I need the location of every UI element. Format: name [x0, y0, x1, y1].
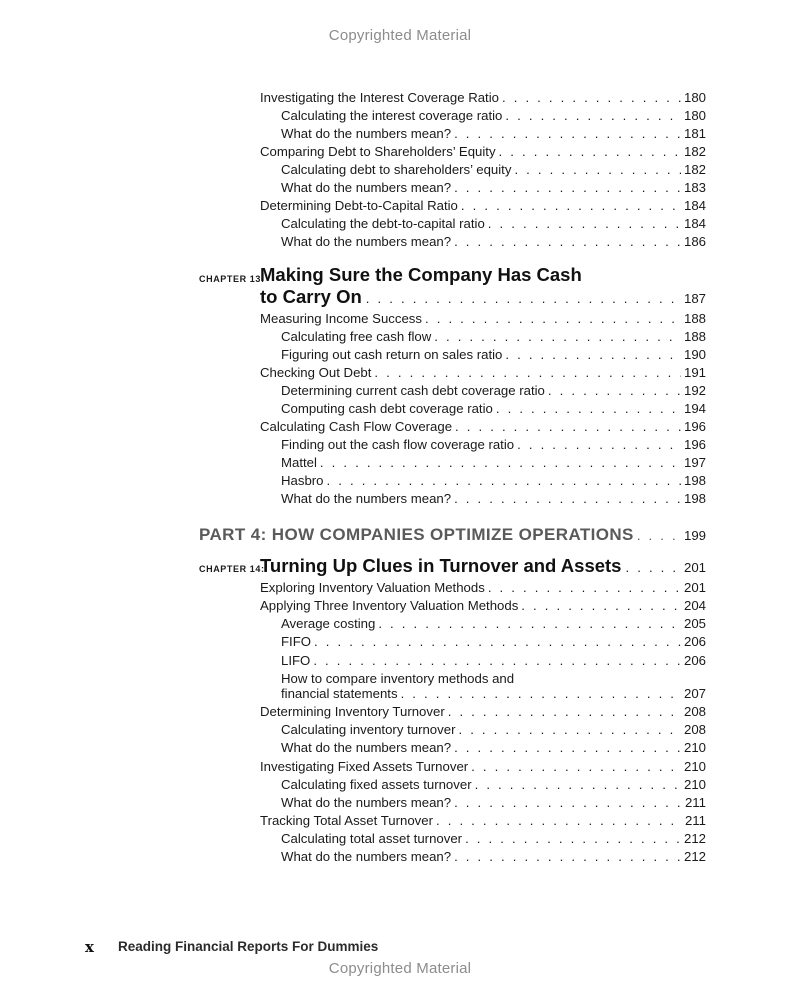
toc-entry-title: Investigating Fixed Assets Turnover [260, 759, 469, 774]
chapter-title-line[interactable] [260, 286, 706, 308]
toc-entry-title: Comparing Debt to Shareholders’ Equity [260, 144, 496, 159]
toc-page-number: 212 [683, 849, 706, 864]
toc-entry-title: Checking Out Debt [260, 365, 372, 380]
leader-dots [454, 234, 681, 249]
toc-entry[interactable] [281, 491, 706, 509]
toc-entry-title: Measuring Income Success [260, 311, 422, 326]
toc-page-number: 212 [683, 831, 706, 846]
toc-entry-title: What do the numbers mean? [281, 126, 452, 141]
toc-entry[interactable] [281, 849, 706, 867]
toc-entry-title: What do the numbers mean? [281, 849, 452, 864]
toc-entry-title: What do the numbers mean? [281, 180, 452, 195]
leader-dots [425, 311, 681, 326]
leader-dots [320, 455, 681, 470]
toc-entry[interactable] [281, 686, 706, 704]
toc-entry-title: Figuring out cash return on sales ratio [281, 347, 503, 362]
toc-entry-title: FIFO [281, 634, 312, 649]
toc-entry[interactable] [281, 473, 706, 491]
toc-page-number: 211 [684, 813, 706, 828]
toc-page-number: 196 [683, 419, 706, 434]
toc-page-number: 182 [683, 162, 706, 177]
toc-entry[interactable] [260, 419, 706, 437]
toc-entry[interactable] [281, 329, 706, 347]
leader-dots [455, 419, 681, 434]
toc-entry-title: Computing cash debt coverage ratio [281, 401, 493, 416]
toc-page-number: 188 [683, 311, 706, 326]
leader-dots [313, 653, 681, 668]
toc-entry[interactable] [281, 795, 706, 813]
toc-page-number: 184 [683, 216, 706, 231]
toc-entry[interactable] [260, 144, 706, 162]
toc-entry-title: Calculating total asset turnover [281, 831, 463, 846]
toc-page-number: 186 [683, 234, 706, 249]
chapter-title-line[interactable] [260, 555, 706, 577]
toc-entry[interactable] [281, 437, 706, 455]
toc-entry[interactable] [281, 653, 706, 671]
toc-page-number: 207 [683, 686, 706, 701]
leader-dots [637, 528, 681, 543]
leader-dots [448, 704, 681, 719]
running-footer-title: Reading Financial Reports For Dummies [118, 939, 379, 954]
toc-page-number: 210 [683, 759, 706, 774]
part-title: PART 4: HOW COMPANIES OPTIMIZE OPERATIONS [199, 525, 634, 544]
leader-dots [499, 144, 681, 159]
leader-dots [548, 383, 681, 398]
leader-dots [327, 473, 681, 488]
toc-entry[interactable] [260, 704, 706, 722]
leader-dots [374, 365, 681, 380]
toc-entry-title: Hasbro [281, 473, 324, 488]
leader-dots [505, 347, 681, 362]
toc-page-number: 183 [683, 180, 706, 195]
copyright-watermark-bottom: Copyrighted Material [328, 960, 472, 977]
toc-page-number: 199 [683, 528, 706, 543]
leader-dots [465, 831, 681, 846]
toc-entry-title: Determining current cash debt coverage ratio [281, 383, 545, 398]
leader-dots [454, 126, 681, 141]
toc-entry[interactable] [281, 740, 706, 758]
toc-entry-title: Investigating the Interest Coverage Ratio [260, 90, 499, 105]
leader-dots [521, 598, 681, 613]
leader-dots [514, 162, 681, 177]
leader-dots [434, 329, 681, 344]
toc-entry-title: Mattel [281, 455, 317, 470]
toc-entry[interactable] [281, 831, 706, 849]
toc-entry[interactable] [260, 90, 706, 108]
leader-dots [378, 616, 681, 631]
chapter-title: Turning Up Clues in Turnover and Assets [260, 555, 622, 576]
toc-entry[interactable] [281, 234, 706, 252]
leader-dots [454, 180, 681, 195]
toc-page-number: 182 [683, 144, 706, 159]
leader-dots [471, 759, 681, 774]
toc-page-number: 204 [683, 598, 706, 613]
leader-dots [314, 634, 681, 649]
leader-dots [458, 722, 681, 737]
toc-entry[interactable] [260, 311, 706, 329]
toc-entry-title: How to compare inventory methods and [281, 671, 515, 686]
leader-dots [502, 90, 681, 105]
toc-entry[interactable] [281, 108, 706, 126]
toc-page-number: 180 [683, 90, 706, 105]
toc-page-number: 192 [683, 383, 706, 398]
toc-page-number: 198 [683, 473, 706, 488]
leader-dots [454, 740, 681, 755]
toc-page-number: 211 [684, 795, 706, 810]
chapter-title[interactable]: Making Sure the Company Has Cash [260, 264, 582, 285]
toc-entry[interactable] [260, 198, 706, 216]
toc-entry-title: Calculating the debt-to-capital ratio [281, 216, 485, 231]
toc-entry-title: Determining Debt-to-Capital Ratio [260, 198, 458, 213]
toc-entry-title: Average costing [281, 616, 376, 631]
toc-entry[interactable] [281, 455, 706, 473]
toc-page-number: 210 [683, 777, 706, 792]
toc-page-number: 180 [683, 108, 706, 123]
toc-entry-title: What do the numbers mean? [281, 795, 452, 810]
leader-dots [475, 777, 681, 792]
toc-page-number: 198 [683, 491, 706, 506]
toc-entry[interactable] [281, 126, 706, 144]
toc-entry-title: LIFO [281, 653, 311, 668]
toc-entry[interactable] [281, 616, 706, 634]
toc-page-number: 208 [683, 722, 706, 737]
toc-entry[interactable] [281, 347, 706, 365]
leader-dots [496, 401, 681, 416]
toc-entry-title: What do the numbers mean? [281, 491, 452, 506]
toc-entry[interactable] [260, 813, 706, 831]
leader-dots [461, 198, 681, 213]
toc-page-number: 210 [683, 740, 706, 755]
toc-page-number: 181 [683, 126, 706, 141]
toc-page-number: 188 [683, 329, 706, 344]
toc-page-number: 206 [683, 653, 706, 668]
leader-dots [454, 491, 681, 506]
toc-page-number: 187 [683, 291, 706, 306]
toc-page-number: 190 [683, 347, 706, 362]
leader-dots [454, 795, 682, 810]
toc-page-number: 194 [683, 401, 706, 416]
leader-dots [454, 849, 681, 864]
leader-dots [401, 686, 681, 701]
toc-page-number: 184 [683, 198, 706, 213]
toc-entry[interactable] [260, 365, 706, 383]
toc-entry[interactable] [281, 634, 706, 652]
toc-entry[interactable] [260, 759, 706, 777]
toc-entry-title: Calculating debt to shareholders’ equity [281, 162, 512, 177]
toc-page-number: 201 [683, 560, 706, 575]
leader-dots [505, 108, 681, 123]
toc-entry[interactable] [281, 216, 706, 234]
leader-dots [488, 216, 681, 231]
leader-dots [366, 291, 680, 306]
page-number-roman: x [85, 938, 94, 956]
leader-dots [436, 813, 682, 828]
chapter-label: CHAPTER 14: [199, 564, 265, 574]
leader-dots [517, 437, 681, 452]
leader-dots [488, 580, 681, 595]
chapter-title-continued: to Carry On [260, 286, 362, 307]
toc-entry-title: Tracking Total Asset Turnover [260, 813, 433, 828]
toc-entry[interactable] [260, 598, 706, 616]
toc-page-number: 196 [683, 437, 706, 452]
toc-entry-title: Finding out the cash flow coverage ratio [281, 437, 515, 452]
toc-page-number: 205 [683, 616, 706, 631]
toc-entry-title: Determining Inventory Turnover [260, 704, 445, 719]
toc-entry-title: What do the numbers mean? [281, 740, 452, 755]
toc-page-number: 201 [683, 580, 706, 595]
toc-entry-title: Calculating Cash Flow Coverage [260, 419, 453, 434]
copyright-watermark-top: Copyrighted Material [328, 27, 472, 44]
toc-entry-title: Calculating fixed assets turnover [281, 777, 472, 792]
part-heading[interactable] [199, 525, 706, 545]
toc-entry-title: Calculating the interest coverage ratio [281, 108, 503, 123]
toc-entry[interactable] [281, 162, 706, 180]
toc-page-number: 191 [683, 365, 706, 380]
toc-entry-title: Applying Three Inventory Valuation Methods [260, 598, 519, 613]
toc-page-number: 208 [683, 704, 706, 719]
toc-entry-title: Calculating free cash flow [281, 329, 432, 344]
chapter-label: CHAPTER 13: [199, 274, 265, 284]
toc-entry[interactable] [260, 580, 706, 598]
toc-entry-title: What do the numbers mean? [281, 234, 452, 249]
toc-entry-title: financial statements [281, 686, 398, 701]
toc-entry-title: Calculating inventory turnover [281, 722, 456, 737]
toc-entry-title: Exploring Inventory Valuation Methods [260, 580, 485, 595]
toc-entry[interactable] [281, 722, 706, 740]
toc-page-number: 197 [683, 455, 706, 470]
toc-entry[interactable] [281, 180, 706, 198]
leader-dots [625, 560, 680, 575]
toc-page-number: 206 [683, 634, 706, 649]
toc-entry[interactable] [281, 383, 706, 401]
toc-entry[interactable] [281, 777, 706, 795]
toc-entry[interactable] [281, 401, 706, 419]
